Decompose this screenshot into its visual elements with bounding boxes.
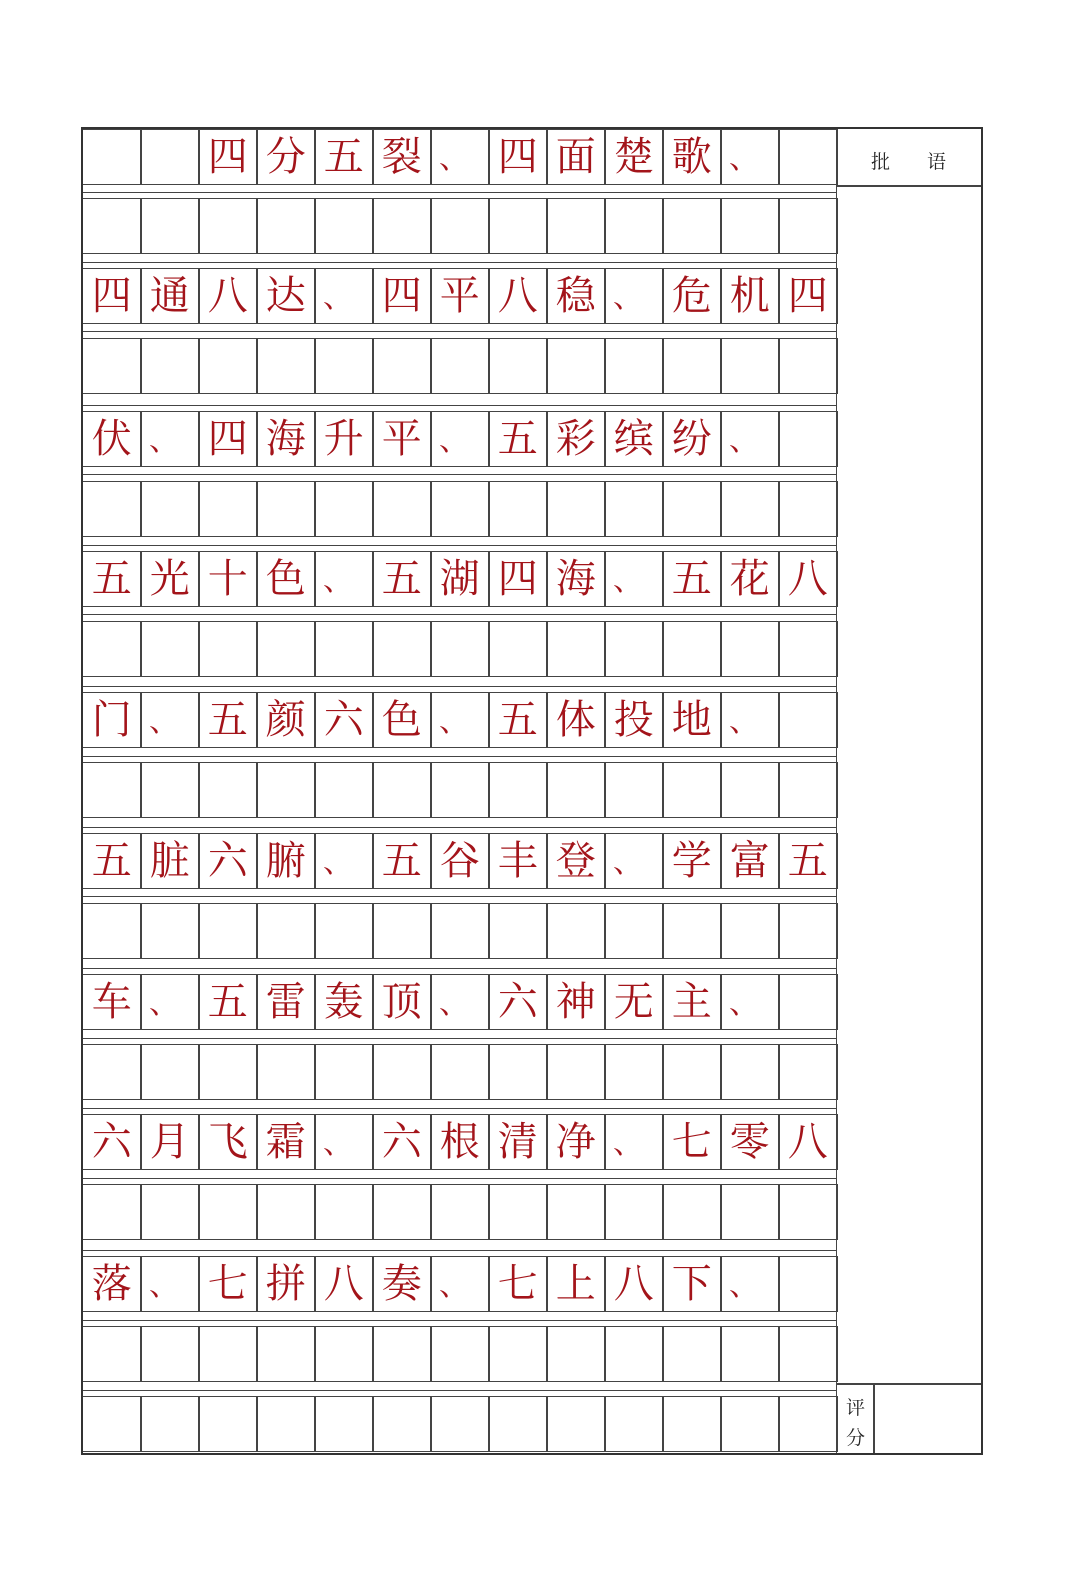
char-cell: 体: [546, 692, 606, 748]
char-cell: 裂: [372, 129, 432, 185]
char-cell: 五: [488, 692, 548, 748]
char-cell: 六: [488, 974, 548, 1030]
char-cell: 富: [720, 833, 780, 889]
char-cell: 机: [720, 268, 780, 324]
char-cell: 平: [430, 268, 490, 324]
char-cell: 、: [604, 268, 664, 324]
char-cell: 脏: [140, 833, 200, 889]
char-cell: 、: [720, 129, 780, 185]
char-cell: 上: [546, 1256, 606, 1312]
char-cell: 面: [546, 129, 606, 185]
char-cell: 无: [604, 974, 664, 1030]
char-cell: 、: [604, 1114, 664, 1170]
char-cell: 升: [314, 411, 374, 467]
char-cell: 丰: [488, 833, 548, 889]
char-cell: 四: [488, 551, 548, 607]
char-cell: 霜: [256, 1114, 316, 1170]
char-cell: 六: [372, 1114, 432, 1170]
char-cell: 四: [372, 268, 432, 324]
char-cell: 、: [430, 1256, 490, 1312]
char-cell: 、: [314, 268, 374, 324]
score-label-char-1: 评: [846, 1397, 866, 1419]
char-cell: 颜: [256, 692, 316, 748]
comment-label-char-2: 语: [927, 151, 947, 173]
char-cell: 、: [430, 411, 490, 467]
char-cell: 五: [372, 551, 432, 607]
comment-label-char-1: 批: [871, 151, 891, 173]
char-cell: 彩: [546, 411, 606, 467]
char-cell: 五: [82, 833, 142, 889]
char-cell: 六: [82, 1114, 142, 1170]
char-cell: 、: [604, 833, 664, 889]
char-cell: 、: [720, 974, 780, 1030]
char-cell: 八: [778, 551, 838, 607]
char-cell: 七: [488, 1256, 548, 1312]
char-cell: 五: [488, 411, 548, 467]
char-cell: 六: [314, 692, 374, 748]
char-cell: 、: [430, 974, 490, 1030]
char-cell: 五: [198, 692, 258, 748]
char-cell: 八: [488, 268, 548, 324]
char-cell: 轰: [314, 974, 374, 1030]
char-cell: 五: [662, 551, 722, 607]
char-cell: 分: [256, 129, 316, 185]
char-cell: 稳: [546, 268, 606, 324]
char-cell: 伏: [82, 411, 142, 467]
char-cell: 五: [372, 833, 432, 889]
char-cell: 雷: [256, 974, 316, 1030]
char-cell: 、: [314, 833, 374, 889]
char-cell: 八: [778, 1114, 838, 1170]
char-cell: 六: [198, 833, 258, 889]
char-cell: 八: [604, 1256, 664, 1312]
char-cell: 五: [314, 129, 374, 185]
char-cell: 、: [314, 1114, 374, 1170]
char-cell: 四: [198, 129, 258, 185]
char-cell: 地: [662, 692, 722, 748]
char-cell: 花: [720, 551, 780, 607]
char-cell: 主: [662, 974, 722, 1030]
char-cell: 顶: [372, 974, 432, 1030]
char-cell: 、: [604, 551, 664, 607]
char-cell: 拼: [256, 1256, 316, 1312]
char-cell: 投: [604, 692, 664, 748]
char-cell: 色: [372, 692, 432, 748]
char-cell: 登: [546, 833, 606, 889]
char-cell: 五: [82, 551, 142, 607]
char-cell: 谷: [430, 833, 490, 889]
char-cell: 通: [140, 268, 200, 324]
char-cell: 七: [662, 1114, 722, 1170]
char-cell: 落: [82, 1256, 142, 1312]
char-cell: 车: [82, 974, 142, 1030]
char-cell: 四: [198, 411, 258, 467]
char-cell: 五: [778, 833, 838, 889]
char-cell: 光: [140, 551, 200, 607]
char-cell: 八: [198, 268, 258, 324]
char-cell: 海: [256, 411, 316, 467]
char-cell: 奏: [372, 1256, 432, 1312]
char-cell: 十: [198, 551, 258, 607]
char-cell: 缤: [604, 411, 664, 467]
char-cell: 零: [720, 1114, 780, 1170]
char-cell: 歌: [662, 129, 722, 185]
char-cell: 学: [662, 833, 722, 889]
char-cell: 、: [720, 411, 780, 467]
char-cell: 海: [546, 551, 606, 607]
char-cell: 五: [198, 974, 258, 1030]
char-cell: 、: [430, 692, 490, 748]
char-cell: 、: [140, 1256, 200, 1312]
char-cell: 湖: [430, 551, 490, 607]
char-cell: 达: [256, 268, 316, 324]
char-cell: 清: [488, 1114, 548, 1170]
char-cell: 、: [720, 692, 780, 748]
char-cell: 四: [488, 129, 548, 185]
char-cell: 净: [546, 1114, 606, 1170]
char-cell: 纷: [662, 411, 722, 467]
char-cell: 、: [140, 411, 200, 467]
char-cell: 、: [140, 974, 200, 1030]
char-cell: 色: [256, 551, 316, 607]
char-cell: 危: [662, 268, 722, 324]
char-cell: 楚: [604, 129, 664, 185]
char-cell: 四: [778, 268, 838, 324]
char-cell: 、: [430, 129, 490, 185]
score-label-char-2: 分: [846, 1427, 866, 1449]
char-cell: 七: [198, 1256, 258, 1312]
char-cell: 门: [82, 692, 142, 748]
char-cell: 、: [140, 692, 200, 748]
char-cell: 飞: [198, 1114, 258, 1170]
char-cell: 八: [314, 1256, 374, 1312]
sheet-outer-border: [81, 127, 983, 1455]
char-cell: 神: [546, 974, 606, 1030]
char-cell: 下: [662, 1256, 722, 1312]
char-cell: 四: [82, 268, 142, 324]
char-cell: 腑: [256, 833, 316, 889]
char-cell: 根: [430, 1114, 490, 1170]
char-cell: 月: [140, 1114, 200, 1170]
char-cell: 平: [372, 411, 432, 467]
char-cell: 、: [720, 1256, 780, 1312]
char-cell: 、: [314, 551, 374, 607]
